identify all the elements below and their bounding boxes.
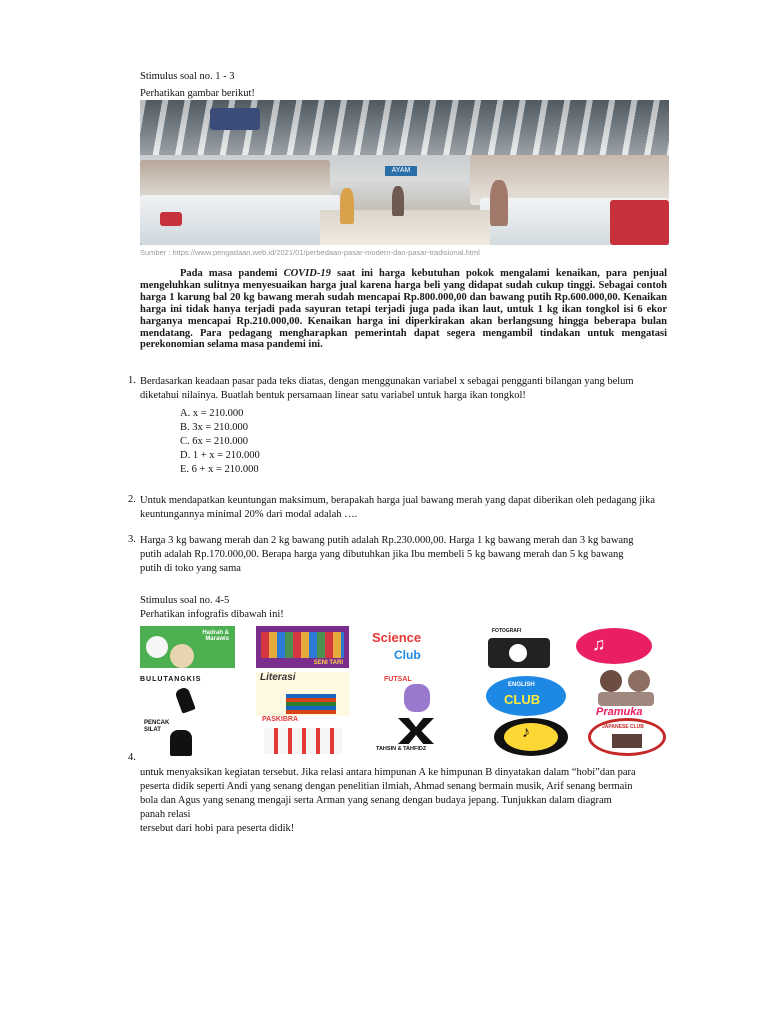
question-1-number: 1. [128,375,136,386]
option-c: C. 6x = 210.000 [180,436,249,447]
question-4-number: 4. [128,752,136,763]
japanese-club-tile: JAPANESE CLUB [586,718,668,756]
question-2-number: 2. [128,494,136,505]
photo-source: Sumber : https://www.pengadaan.web.id/2021/01/perbedaan-pasar-modern-dan-pasar-tradisional.html [140,248,480,257]
futsal-tile: FUTSAL [370,672,462,716]
pencak-silat-tile: PENCAK SILAT [140,718,210,756]
question-2-text: Untuk mendapatkan keuntungan maksimum, berapakah harga jual bawang merah yang dapat diberikan oleh pedagang jika keuntungannya minimal 20% dari modal adalah …. [140,495,656,520]
science-club-tile: Science Club [370,626,462,668]
stimulus-1-title: Stimulus soal no. 1 - 3 [140,71,235,82]
pramuka-tile: Pramuka [588,668,668,720]
hadrah-tile: Hadrah & Marawis [140,626,235,668]
covid-term: COVID-19 [283,268,331,279]
photo-sign: AYAM [385,166,417,176]
option-b: B. 3x = 210.000 [180,422,249,433]
music-tile: ♫ [572,624,656,668]
question-1-text: Berdasarkan keadaan pasar pada teks diatas, dengan menggunakan variabel x sebagai pengganti bilangan yang belum diketahui nilainya. Buatlah bentuk persamaan linear satu variabel untuk harga ikan tongkol! [140,376,634,401]
question-4-text: untuk menyaksikan kegiatan tersebut. Jika relasi antara himpunan A ke himpunan B dinyatakan dalam “hobi”dan para peserta didik seperti Andi yang senang dengan penelitian ilmiah, Ahmad senang bermain musik, Arif senang bermain bola dan Agus yang senang mengaji serta Arman yang senang dengan budaya jepang. Tunjukkan dalam diagram panah relasi tersebut dari hobi para peserta didik! [140,767,636,834]
bulutangkis-tile: BULUTANGKIS [140,674,232,716]
market-photo [140,100,669,245]
question-3-number: 3. [128,534,136,545]
seni-tari-tile: SENI TARI [256,626,349,668]
stimulus-2-instruction: Perhatikan infografis dibawah ini! [140,609,284,620]
literasi-tile: Literasi [256,672,349,716]
question-3-text: Harga 3 kg bawang merah dan 2 kg bawang putih adalah Rp.230.000,00. Harga 1 kg bawang merah dan 3 kg bawang putih adalah Rp.170.000,00. Berapa harga yang dibutuhkan jika Ibu membeli 5 kg bawang merah dan 5 kg bawang putih di toko yang sama [140,535,634,574]
option-e: E. 6 + x = 210.000 [180,464,259,475]
tahsin-tahfidz-tile: TAHSIN & TAHFIDZ [370,716,462,756]
option-d: D. 1 + x = 210.000 [180,450,260,461]
music-club-tile: ♪ [494,718,568,756]
stimulus-2-title: Stimulus soal no. 4-5 [140,595,230,606]
option-a: A. x = 210.000 [180,408,244,419]
english-club-tile: ENGLISH CLUB [486,676,566,716]
stimulus-paragraph: Pada masa pandemi COVID-19 saat ini harga kebutuhan pokok mengalami kenaikan, para penjual mengeluhkan sulitnya menyesuaikan harga jual karena harga beli yang didapat sudah cukup tinggi. Sebagai contoh harga 1 karung bal 20 kg bawang merah sudah mencapai Rp.800.000,00 dan bawang putih Rp.600.000,00. Kenaikan harga ini tidak hanya terjadi pada sayuran tetapi terjadi juga pada ikan laut, untuk 1 kg ikan tongkol isi 6 ekor harganya mencapai Rp.210.000,00. Kenaikan harga ini diperkirakan akan berlangsung hingga beberapa bulan mendatang. Para pedagang mengharapkan pemerintah dapat segera mengambil tindakan untuk mengatasi perekonomian selama masa pandemi ini. [140,268,667,351]
question-1-options [180,407,260,477]
paskibra-tile: PASKIBRA [256,716,349,756]
fotografi-tile: FOTOGRAFI [484,628,556,670]
stimulus-1-instruction: Perhatikan gambar berikut! [140,88,255,99]
